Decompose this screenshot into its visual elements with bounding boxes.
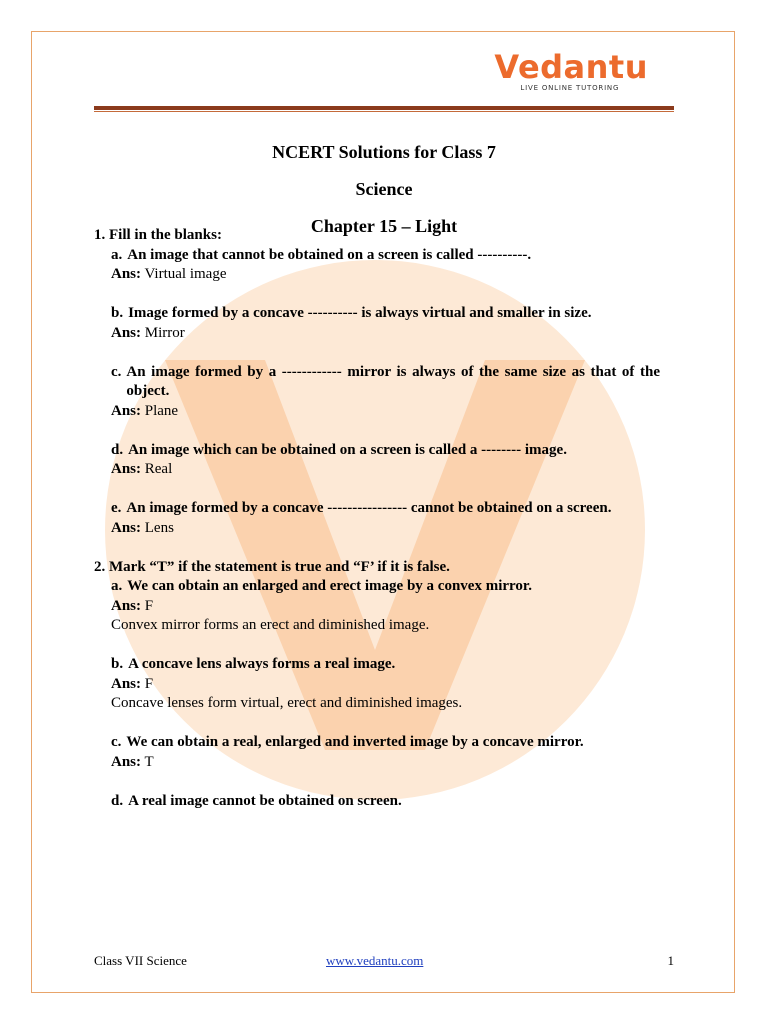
item-question: An image which can be obtained on a screen is called a -------- image. xyxy=(128,441,567,458)
item-question: We can obtain a real, enlarged and inverted image by a concave mirror. xyxy=(126,734,584,750)
answer-value: Mirror xyxy=(141,324,185,341)
answer-value: F xyxy=(141,597,154,614)
answer-value: T xyxy=(141,753,154,770)
question-1-heading: 1. Fill in the blanks: xyxy=(94,227,222,243)
answer-explanation: Concave lenses form virtual, erect and diminished images. xyxy=(111,695,463,711)
page-number: 1 xyxy=(667,953,674,968)
answer-line xyxy=(111,675,660,695)
answer-line xyxy=(111,753,660,773)
item-letter: d. xyxy=(111,441,124,458)
q2-item-b xyxy=(111,655,660,714)
item-question: We can obtain an enlarged and erect image by a convex mirror. xyxy=(127,578,532,594)
answer-value: Real xyxy=(141,461,173,477)
vedantu-logo xyxy=(494,50,648,92)
header-rule xyxy=(94,106,674,110)
answer-value: Virtual image xyxy=(141,266,227,282)
answer-value: F xyxy=(141,675,154,692)
item-question: Image formed by a concave ---------- is always virtual and smaller in size. xyxy=(128,305,592,321)
answer-label: Ans: xyxy=(111,266,142,282)
answer-line xyxy=(111,460,660,480)
question-2-heading: 2. Mark “T” if the statement is true and “F’ if it is false. xyxy=(94,558,450,575)
item-question: An image formed by a ------------ mirror is always of the same size as that of the object. xyxy=(126,363,660,399)
answer-explanation: Convex mirror forms an erect and diminished image. xyxy=(111,617,430,633)
answer-label: Ans: xyxy=(111,402,142,419)
item-letter: b. xyxy=(111,656,124,672)
answer-line xyxy=(111,265,660,285)
answer-line xyxy=(111,324,660,344)
item-letter: e. xyxy=(111,500,122,516)
q1-item-d xyxy=(111,441,660,480)
item-letter: d. xyxy=(111,792,124,809)
q2-item-d xyxy=(111,792,660,812)
item-letter: a. xyxy=(111,578,123,594)
item-question: An image that cannot be obtained on a screen is called ----------. xyxy=(127,246,532,263)
q1-item-e xyxy=(111,499,660,538)
answer-value: Lens xyxy=(141,519,174,536)
answer-line xyxy=(111,597,660,617)
title-line-1: NCERT Solutions for Class 7 xyxy=(272,142,496,162)
answer-label: Ans: xyxy=(111,461,142,477)
item-letter: c. xyxy=(111,363,122,380)
answer-label: Ans: xyxy=(111,597,142,614)
answer-line xyxy=(111,519,660,539)
item-letter: a. xyxy=(111,246,123,263)
answer-value: Plane xyxy=(141,402,179,419)
footer-class-label: Class VII Science xyxy=(94,953,187,968)
header-rule-thin xyxy=(94,111,674,112)
title-line-3: Chapter 15 – Light xyxy=(310,216,458,236)
answer-label: Ans: xyxy=(111,324,142,341)
item-question: A real image cannot be obtained on screen. xyxy=(128,792,402,809)
item-question: A concave lens always forms a real image. xyxy=(128,656,396,672)
logo-wordmark: Vedantu xyxy=(494,48,648,86)
content xyxy=(94,226,660,811)
item-question: An image formed by a concave ---------------- cannot be obtained on a screen. xyxy=(126,500,612,516)
q1-item-a xyxy=(111,246,660,285)
answer-line xyxy=(111,402,660,422)
q1-item-b xyxy=(111,304,660,343)
footer-website-link[interactable]: www.vedantu.com xyxy=(326,953,424,968)
q2-item-c xyxy=(111,733,660,772)
answer-label: Ans: xyxy=(111,753,142,770)
item-letter: b. xyxy=(111,305,124,321)
logo-tagline: LIVE ONLINE TUTORING xyxy=(520,84,620,92)
q2-item-a xyxy=(111,577,660,636)
answer-label: Ans: xyxy=(111,519,142,536)
item-letter: c. xyxy=(111,734,122,750)
q1-item-c xyxy=(111,363,660,422)
answer-label: Ans: xyxy=(111,675,142,692)
title-line-2: Science xyxy=(355,179,413,199)
